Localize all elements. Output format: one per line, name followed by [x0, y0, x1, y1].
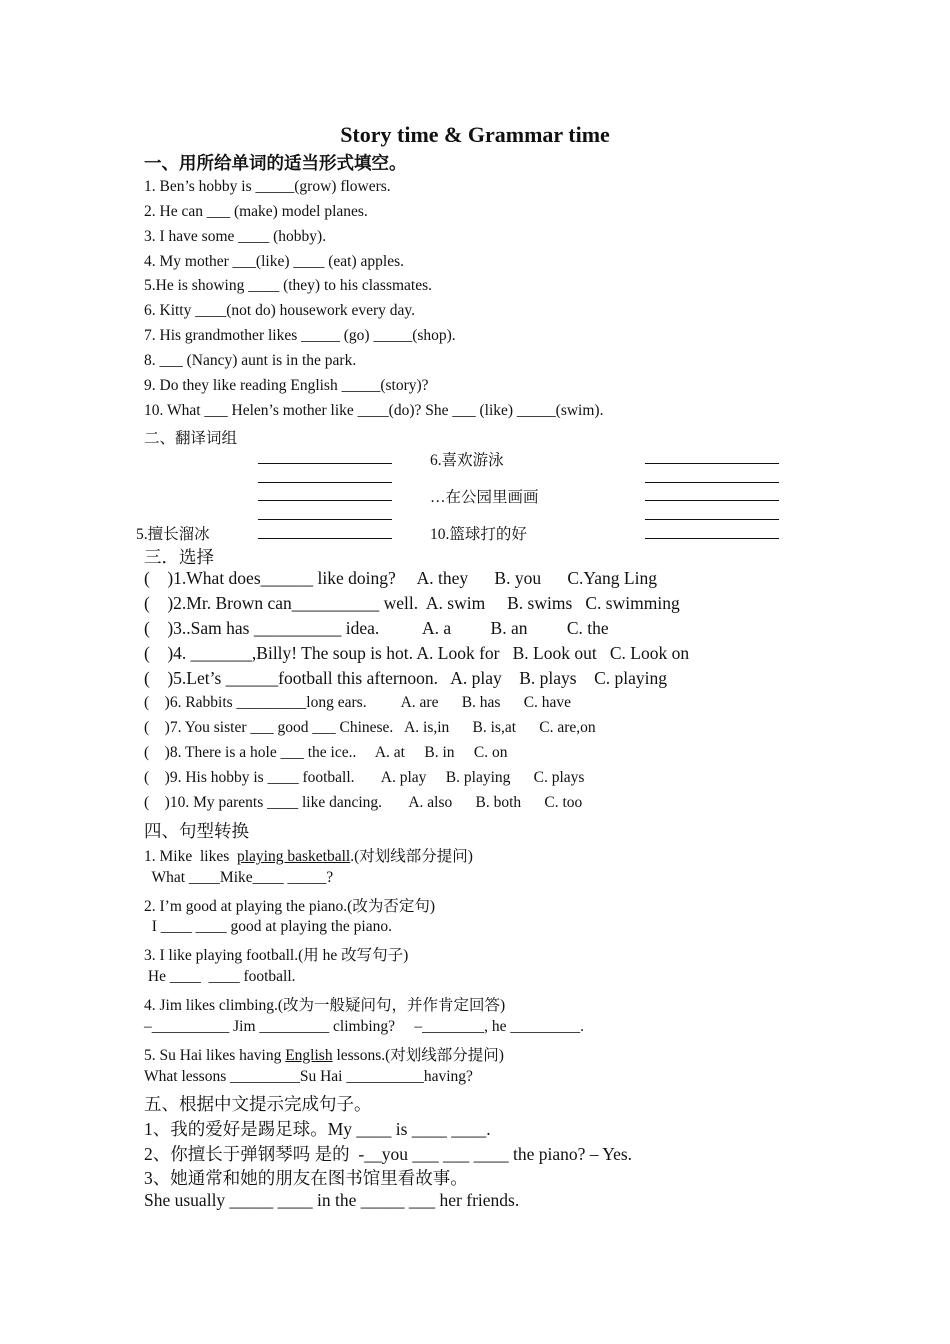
transform-question [144, 1043, 504, 1065]
section1-heading: 一、用所给单词的适当形式填空。 [144, 153, 407, 173]
choice-item: ( )8. There is a hole ___ the ice.. A. at B. in C. on [144, 744, 508, 761]
choice-item: ( )5.Let’s ______football this afternoon. A. play B. plays C. playing [144, 668, 667, 688]
section2-heading: 二、翻译词组 [144, 430, 238, 447]
answer-blank [645, 538, 779, 539]
answer-blank [258, 500, 392, 501]
exercise-item: 6. Kitty ____(not do) housework every day. [144, 302, 416, 319]
phrase-label: 6.喜欢游泳 [430, 452, 504, 469]
exercise-item: 4. My mother ___(like) ____ (eat) apples. [144, 253, 404, 270]
question-text: 1. Mike likes [144, 848, 237, 865]
section5-heading: 五、根据中文提示完成句子。 [144, 1094, 372, 1114]
choice-item: ( )9. His hobby is ____ football. A. play B. playing C. plays [144, 769, 585, 786]
translation-sentence: 2、你擅长于弹钢琴吗 是的 -__you ___ ___ ____ the piano? – Yes. [144, 1144, 633, 1164]
question-instruction: lessons.(对划线部分提问) [332, 1047, 504, 1064]
choice-item: ( )4. _______,Billy! The soup is hot. A. Look for B. Look out C. Look on [144, 643, 690, 663]
section3-heading: 三．选择 [144, 547, 214, 567]
answer-line: He ____ ____ football. [144, 968, 296, 985]
answer-blank [258, 519, 392, 520]
underlined-phrase: English [285, 1047, 333, 1064]
choice-item: ( )6. Rabbits _________long ears. A. are B. has C. have [144, 694, 572, 711]
choice-item: ( )7. You sister ___ good ___ Chinese. A. is,in B. is,at C. are,on [144, 719, 596, 736]
exercise-item: 3. I have some ____ (hobby). [144, 228, 327, 245]
answer-blank [645, 463, 779, 464]
answer-blank [258, 538, 392, 539]
answer-blank [258, 463, 392, 464]
choice-item: ( )2.Mr. Brown can__________ well. A. swim B. swims C. swimming [144, 593, 680, 613]
section4-heading: 四、句型转换 [144, 821, 249, 841]
answer-blank [645, 500, 779, 501]
exercise-item: 2. He can ___ (make) model planes. [144, 203, 368, 220]
phrase-label: 5.擅长溜冰 [136, 526, 210, 543]
answer-blank [258, 482, 392, 483]
transform-question [144, 844, 473, 866]
question-instruction: .(对划线部分提问) [350, 848, 473, 865]
answer-line: –__________ Jim _________ climbing? –________, he _________. [144, 1018, 585, 1035]
exercise-item: 10. What ___ Helen’s mother like ____(do)? She ___ (like) _____(swim). [144, 402, 604, 419]
underlined-phrase: playing basketball [237, 848, 351, 865]
exercise-item: 9. Do they like reading English _____(story)? [144, 377, 429, 394]
translation-sentence: 1、我的爱好是踢足球。My ____ is ____ ____. [144, 1119, 491, 1139]
transform-question: 4. Jim likes climbing.(改为一般疑问句，并作肯定回答) [144, 997, 506, 1014]
phrase-label: 10.篮球打的好 [430, 526, 527, 543]
answer-blank [645, 519, 779, 520]
transform-question: 2. I’m good at playing the piano.(改为否定句) [144, 898, 436, 915]
transform-question: 3. I like playing football.(用 he 改写句子) [144, 947, 409, 964]
translation-sentence: 3、她通常和她的朋友在图书馆里看故事。 [144, 1168, 468, 1188]
answer-blank [645, 482, 779, 483]
translation-sentence: She usually _____ ____ in the _____ ___ her friends. [144, 1190, 520, 1210]
answer-line: I ____ ____ good at playing the piano. [144, 918, 392, 935]
phrase-label: …在公园里画画 [430, 489, 539, 506]
answer-line: What lessons _________Su Hai __________having? [144, 1068, 473, 1085]
exercise-item: 5.He is showing ____ (they) to his classmates. [144, 277, 433, 294]
exercise-item: 1. Ben’s hobby is _____(grow) flowers. [144, 178, 391, 195]
choice-item: ( )1.What does______ like doing? A. they B. you C.Yang Ling [144, 568, 657, 588]
answer-line: What ____Mike____ _____? [144, 869, 334, 886]
choice-item: ( )10. My parents ____ like dancing. A. also B. both C. too [144, 794, 583, 811]
exercise-item: 7. His grandmother likes _____ (go) _____(shop). [144, 327, 456, 344]
exercise-item: 8. ___ (Nancy) aunt is in the park. [144, 352, 357, 369]
choice-item: ( )3..Sam has __________ idea. A. a B. an C. the [144, 618, 609, 638]
question-text: 5. Su Hai likes having [144, 1047, 286, 1064]
page-title: Story time & Grammar time [340, 122, 610, 147]
